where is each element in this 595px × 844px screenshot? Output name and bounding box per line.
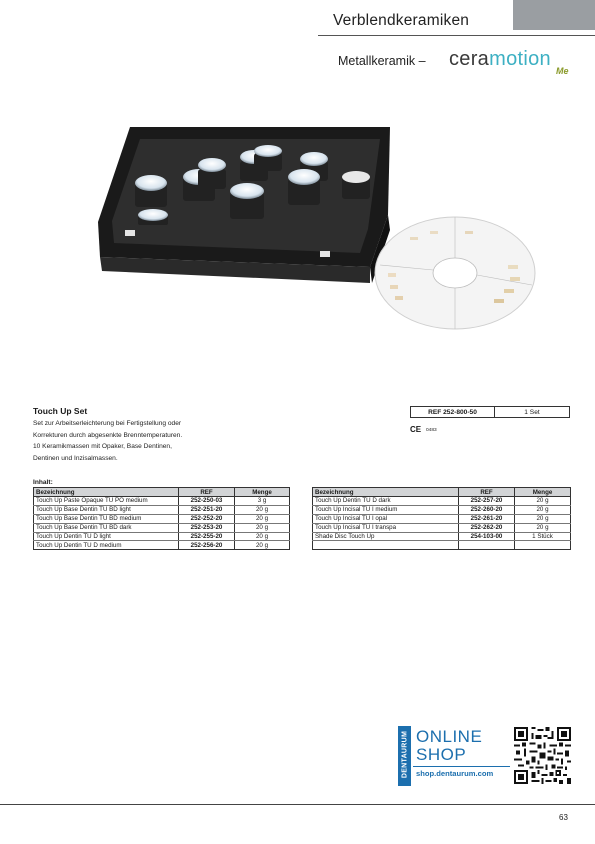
header-tab xyxy=(513,0,595,30)
shop-heading-line1: ONLINE xyxy=(416,727,483,746)
table-row xyxy=(313,541,571,550)
column-header-amount: Menge xyxy=(235,488,290,497)
product-title: Touch Up Set xyxy=(33,406,88,416)
ce-mark-icon: CE xyxy=(410,425,422,434)
ceramotion-logo: ceramotion xyxy=(449,48,551,70)
table-row: Shade Disc Touch Up 254-103-00 1 Stück xyxy=(313,532,571,541)
column-header-amount: Menge xyxy=(515,488,571,497)
table-row: Touch Up Base Dentin TU BD medium 252-252-20 20 g xyxy=(34,514,290,523)
table-row: Touch Up Incisal TU I medium 252-260-20 20 g xyxy=(313,505,571,514)
table-row: Touch Up Dentin TU D dark 252-257-20 20 g xyxy=(313,497,571,506)
shop-url-link[interactable]: shop.dentaurum.com xyxy=(416,769,494,778)
shade-disc-icon xyxy=(375,217,535,329)
page-subtitle: Metallkeramik – xyxy=(338,54,426,68)
product-photo xyxy=(90,125,560,340)
product-description: Set zur Arbeitserleichterung bei Fertigstellung oder Korrekturen durch abgesenkte Brenntemperaturen. 10 Keramikmassen mit Opaker, Base Dentinen, Dentinen und Inzisalmassen. xyxy=(33,420,183,462)
column-header-ref: REF xyxy=(179,488,235,497)
column-header-name: Bezeichnung xyxy=(313,488,459,497)
table-row: Touch Up Base Dentin TU BD light 252-251-20 20 g xyxy=(34,505,290,514)
logo-suffix: Me xyxy=(556,66,569,76)
table-row: Touch Up Dentin TU D light 252-255-20 20 g xyxy=(34,532,290,541)
column-header-ref: REF xyxy=(459,488,515,497)
order-ref: REF 252-800-50 xyxy=(411,407,495,418)
header-divider xyxy=(318,35,595,36)
dentaurum-label: DENTAURUM xyxy=(401,730,409,779)
page-number: 63 xyxy=(559,813,568,822)
contents-table-right xyxy=(312,487,571,550)
table-row: Touch Up Dentin TU D medium 252-256-20 20 g xyxy=(34,541,290,550)
ce-number: 0483 xyxy=(426,428,437,433)
qr-code-icon[interactable] xyxy=(514,727,571,784)
table-row: Touch Up Incisal TU I transpa 252-262-20 20 g xyxy=(313,523,571,532)
footer-divider xyxy=(0,804,595,805)
online-shop-banner[interactable] xyxy=(398,726,510,786)
table-row: Touch Up Incisal TU I opal 252-261-20 20 g xyxy=(313,514,571,523)
table-row: Touch Up Base Dentin TU BD dark 252-253-20 20 g xyxy=(34,523,290,532)
table-row: Touch Up Paste Opaque TU PO medium 252-250-03 3 g xyxy=(34,497,290,506)
order-quantity: 1 Set xyxy=(495,407,570,418)
column-header-name: Bezeichnung xyxy=(34,488,179,497)
contents-label: Inhalt: xyxy=(33,479,53,486)
order-table xyxy=(410,406,570,418)
page-title: Verblendkeramiken xyxy=(333,12,470,29)
contents-table-left xyxy=(33,487,290,550)
shop-heading-line2: SHOP xyxy=(416,745,467,764)
shop-divider xyxy=(413,766,510,767)
